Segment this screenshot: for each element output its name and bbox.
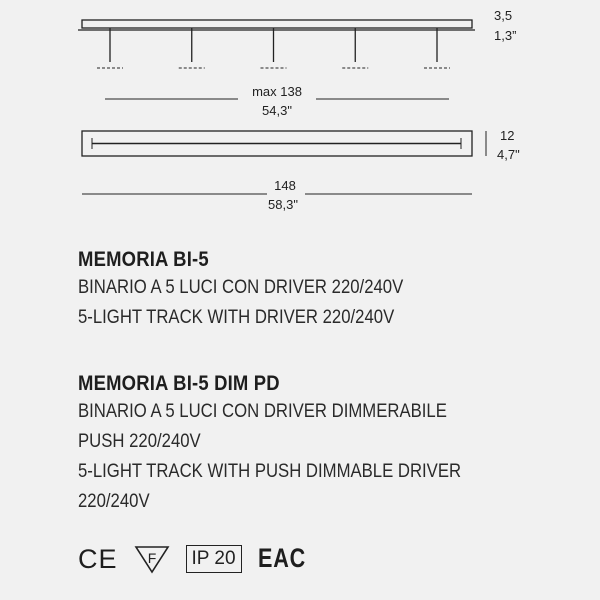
product2-desc-en-2: 220/240V [78,491,150,512]
side-height-cm: 3,5 [494,8,513,23]
ip-rating-text: IP 20 [191,547,236,569]
top-length-in: 58,3" [268,197,298,212]
product2-name: MEMORIA BI-5 DIM PD [78,372,280,395]
side-height-in: 1,3” [494,28,517,43]
ip-rating-badge [186,545,242,573]
product2-desc-it-2: PUSH 220/240V [78,431,201,452]
technical-drawing [0,0,600,230]
top-width-cm: 12 [500,128,515,143]
product-memoria-bi5 [78,247,448,333]
side-length-in: 54,3" [262,103,292,118]
track-side-profile [82,20,472,28]
product-memoria-bi5-dim-pd [78,371,513,517]
f-mark-icon [134,544,170,574]
certification-marks [78,543,318,574]
svg-text:F: F [147,549,156,566]
eac-mark-icon: EAC [257,543,306,573]
product1-desc-en: 5-LIGHT TRACK WITH DRIVER 220/240V [78,307,395,328]
top-width-in: 4,7" [497,147,520,162]
product1-desc-it: BINARIO A 5 LUCI CON DRIVER 220/240V [78,277,404,298]
ce-mark-icon: CE [78,543,118,574]
side-length-cm: max 138 [252,84,302,99]
product1-name: MEMORIA BI-5 [78,248,209,271]
product2-desc-it-1: BINARIO A 5 LUCI CON DRIVER DIMMERABILE [78,401,447,422]
spot-group [97,28,450,68]
top-length-cm: 148 [274,178,296,193]
product2-desc-en-1: 5-LIGHT TRACK WITH PUSH DIMMABLE DRIVER [78,461,462,482]
